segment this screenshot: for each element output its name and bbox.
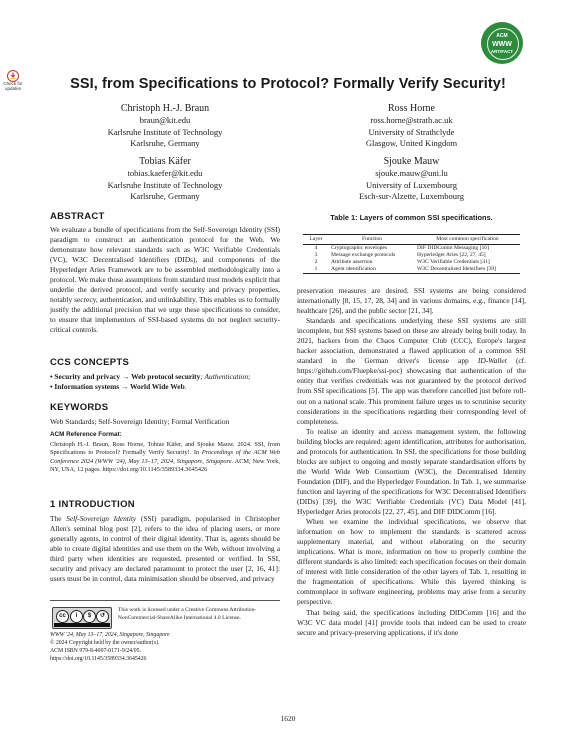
acm-reference-heading: ACM Reference Format: [50,431,122,438]
author-location: Karlsruhe, Germany [130,191,200,201]
abstract-section [50,211,280,336]
author-block-1 [50,103,280,150]
author-affiliation: Karlsruhe Institute of Technology [107,179,223,190]
acm-reference-section [50,431,280,475]
author-block-4 [297,156,526,203]
conference-info: WWW '24, May 13–17, 2024, Singapore, Singapore [50,632,170,638]
intro-text-start: The [50,514,67,523]
table-cell: Agent identification [329,266,415,273]
table-header-cell: Function [329,235,415,245]
cc-icon: cc [56,610,69,623]
author-block-3 [50,156,280,203]
right-column-text [297,286,526,638]
check-updates-line-2: updates [4,85,21,91]
table-row [303,244,520,251]
reference-publisher-doi[interactable]: ACM, New York, NY, USA, 12 pages. https://doi.org/10.1145/3589334.3645426 [50,457,280,473]
author-location: Esch-sur-Alzette, Luxembourg [359,191,464,201]
ssi-layers-table [303,234,520,274]
ccs-item-1-main: • Security and privacy → Web protocol security [50,372,201,381]
abstract-heading: ABSTRACT [50,211,105,222]
introduction-paragraph-1 [50,514,280,584]
table-caption: Table 1: Layers of common SSI specifications. [330,213,493,222]
ccs-heading: CCS CONCEPTS [50,357,130,368]
check-updates-line-1: Check for [3,81,23,86]
author-affiliation: University of Strathclyde [368,126,455,137]
author-email[interactable]: tobias.kaefer@kit.edu [127,168,203,178]
abstract-text: We evaluate a bundle of specifications from the Self-Sovereign Identity (SSI) paradigm to construct an authentication protocol for the Web. We demonstrate how relevant standards such as W3C Verifiable Credentials (VC), W3C Decentralised Identifiers (DIDs), and components of the Hyperledger Aries Framework are to be assembled methodologically into a protocol. We make those assumptions from standard trust models explicit that underlie the derived protocol, and verify security and privacy properties, notably secrecy, authentication, and unlinkability. This enables us to formally justify the additional precision that we urge these specifications to consider, to ensure that implementors of SSI-based systems do not neglect security-critical controls. [50,225,280,335]
page-number: 1620 [280,714,296,723]
introduction-heading: 1 INTRODUCTION [50,499,135,510]
intro-italic-term: Self-Sovereign Identity [66,514,137,523]
ccs-item-2 [50,382,280,392]
standards-text-rest: (cf. https://github.com/Fluepke/ssi-poc) showcasing that authentication of the entity that verifies credentials was not guaranteed by the protocol derived from SSI specifications [5]. The app was therefore cancelled just before roll-out on a national scale. This prominent failure urges us to scrutinise security considerations in the specifications regarding their corresponding level of completeness. [297,356,526,426]
table-cell: 1 [303,266,329,273]
paragraph-examine: When we examine the individual specifications, we observe that information on how to implement the standards is scattered across supplementary material, and without elaborating on the security implications. What is more, information on how to properly combine the different standards is also limited: each specification focuses on their domain of interest with little consideration of the other layers of Tab. 1, resulting in the fragmentation of specifications. While this layered thinking is commonplace in software engineering, problems may arise from a security perspective. [297,517,526,607]
table-cell: 4 [314,244,318,251]
paragraph-that-being-said: That being said, the specifications including DIDComm [16] and the W3C VC data model [41] provide tools that indeed can be used to create secure and privacy-preserving applications, if it's done [297,607,526,637]
table-row [303,259,520,266]
table-cell: Message exchange protocols [331,251,396,258]
table-cell: Cryptographic envelopes [331,244,388,251]
standards-text-start: Standards and specifications underlying these SSI systems are still incomplete, but SSI systems based on these are already being built today. In 2021, hackers from the Chaos Computer Club (CCC), Europe's largest hacker association, demonstrated a flawed application of a common SSI standard in the German driver's license app [297,316,526,366]
author-name: Sjouke Mauw [383,156,440,167]
keywords-heading: KEYWORDS [50,402,109,413]
author-name: Tobias Käfer [139,156,191,167]
author-email[interactable]: sjouke.mauw@uni.lu [375,168,448,178]
table-cell: DIF DIDComm Messaging [16] [417,244,489,251]
cc-logo-bar [54,623,110,627]
table-header-cell: Layer [303,235,329,245]
author-block-2 [297,103,526,150]
table-row [303,252,520,259]
nc-icon: $ [83,610,96,623]
license-text: This work is licensed under a Creative Commons Attribution-NonCommercial-ShareAlike International 4.0 License. [118,607,257,621]
doi-link[interactable]: https://doi.org/10.1145/3589334.3645426 [50,655,147,662]
copyright-block [50,632,280,664]
reference-proceedings: Proceedings of the ACM Web Conference 2024 (WWW '24), May 13–17, 2024, Singapore, Singapore. [50,449,280,465]
author-location: Karlsruhe, Germany [130,138,200,148]
badge-line-1: ACM [496,33,508,39]
table-row [303,266,520,273]
author-name: Ross Horne [388,103,435,114]
cc-license-logo[interactable] [52,607,112,629]
isbn-line: ACM ISBN 979-8-4007-0171-9/24/05. [50,647,141,654]
ccs-section [50,357,280,392]
table-header-row [303,235,520,245]
paper-title: SSI, from Specifications to Protocol? Formally Verify Security! [70,76,506,92]
author-name: Christoph H.-J. Braun [120,103,210,114]
table-cell: W3C Decentralised Identifiers [39] [415,266,520,273]
keywords-text: Web Standards; Self-Sovereign Identity; Formal Verification [50,417,230,426]
intro-text-rest: (SSI) paradigm, popularised in Christopher Allen's seminal blog post [2], refers to the idea of placing users, or more generally agents, in control of their digital identity. That is, agents should be able to create digital identities and use them on the Web, without involving a third party when identities are requested, presented or verified. In SSI, security and privacy are declared paramount to protect the user [2, 16, 41]: users must be in control, data minimisation should be observed, and privacy [50,514,280,584]
ccs-item-1 [50,372,280,382]
paragraph-building-blocks: To realise an identity and access management system, the following building blocks are required: agent identification, attributes for authorisation, and protocols for authentication. In SSI, the specifications for those building blocks are subject to ongoing and mostly separate standardisation efforts by the World Wide Web Consortium (W3C), the Decentralised Identity Foundation (DIF), and the Hyperledger Foundation. In Tab. 1, we summarise function and layering of the specifications for W3C Decentralised Identifiers (DIDs) [39], the W3C Verifiable Credentials (VC) Data Model [41], Hyperledger Aries protocols [22, 27, 45], and DIF DIDComm [16]. [297,426,526,517]
by-icon: i [70,610,83,623]
table-cell: Attribute assertion [331,258,373,265]
reference-authors-title: Christoph H.-J. Braun, Ross Horne, Tobias Käfer, and Sjouke Mauw. 2024. SSI, from Specifications to Protocol? Formally Verify Security!. In [50,440,280,456]
paragraph-preservation: preservation measures are desired. SSI systems are being considered internationally [8, 15, 17, 28, 34] and in various domains, e.g., finance [14], healthcare [26], and the public sector [21, 34]. [297,286,526,316]
table-cell: Hyperledger Aries [22, 27, 45] [417,251,486,258]
author-email[interactable]: braun@kit.edu [139,115,191,125]
table-header-cell: Most common specification [415,235,520,245]
author-location: Glasgow, United Kingdom [365,138,458,148]
footnote-rule [50,600,280,601]
acm-reference-text [50,441,280,475]
badge-line-3: ARTIFACT [490,49,514,54]
author-affiliation: Karlsruhe Institute of Technology [107,126,223,137]
table-cell: W3C Verifiable Credentials [41] [417,258,490,265]
keywords-section [50,402,280,427]
ccs-item-1-rest: ; Authentication; [200,372,251,381]
copyright-notice: © 2024 Copyright held by the owner/author(s). [50,639,160,646]
badge-line-2: WWW [492,41,512,48]
sa-icon: ↺ [96,610,109,623]
table-cell: 2 [314,258,318,265]
author-affiliation: University of Luxembourg [366,179,457,190]
ccs-item-2-rest: . [184,382,187,392]
ccs-item-2-main: • Information systems → World Wide Web [50,382,185,392]
paragraph-standards [297,316,526,427]
author-email[interactable]: ross.horne@strath.ac.uk [370,115,453,125]
introduction-section [50,499,280,584]
table-cell: 3 [314,251,318,258]
standards-italic-term: ID-Wallet [477,356,507,366]
acm-artifact-badge [481,22,523,64]
